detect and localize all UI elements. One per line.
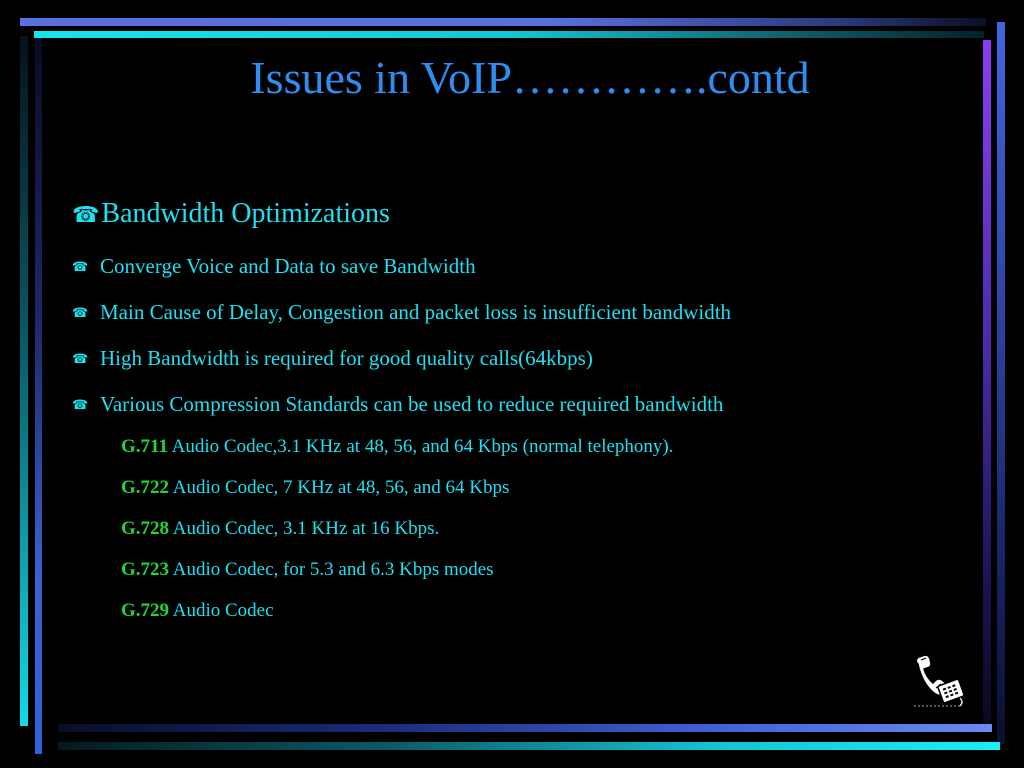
codec-name: G.723 <box>121 559 170 580</box>
codec-item <box>121 514 674 555</box>
codec-description: Audio Codec, 3.1 KHz at 16 Kbps. <box>169 518 440 539</box>
bullet-list <box>72 250 731 434</box>
codec-description: Audio Codec <box>169 600 274 621</box>
telephone-icon: ☎ <box>72 351 89 366</box>
bullet-item <box>72 250 731 296</box>
frame-bar-top-outer <box>20 18 986 26</box>
bullet-text: Converge Voice and Data to save Bandwidth <box>100 254 476 278</box>
codec-name: G.711 <box>121 436 168 457</box>
frame-bar-bottom-outer <box>58 742 1000 750</box>
codec-description: Audio Codec, for 5.3 and 6.3 Kbps modes <box>169 559 494 580</box>
telephone-icon: ☎ <box>72 305 89 320</box>
frame-bar-left-outer <box>20 36 28 726</box>
bullet-text: High Bandwidth is required for good quality calls(64kbps) <box>100 346 593 370</box>
bullet-item <box>72 296 731 342</box>
telephone-icon: ☎ <box>72 202 100 227</box>
codec-list <box>121 432 674 637</box>
telephone-icon: ☎ <box>72 397 89 412</box>
frame-bar-top-inner <box>34 31 984 38</box>
frame-bar-left-inner <box>35 38 42 754</box>
section-heading <box>72 196 390 233</box>
frame-bar-bottom-inner <box>58 724 992 732</box>
codec-item <box>121 473 674 514</box>
frame-bar-right-outer <box>997 22 1005 744</box>
slide-title: Issues in VoIP………….contd <box>250 52 810 103</box>
bullet-text: Various Compression Standards can be used to reduce required bandwidth <box>100 392 724 416</box>
phone-handset-clipart-icon <box>910 652 966 710</box>
codec-item <box>121 432 674 473</box>
bullet-text: Main Cause of Delay, Congestion and packet loss is insufficient bandwidth <box>100 300 732 324</box>
telephone-icon: ☎ <box>72 259 89 274</box>
codec-name: G.722 <box>121 477 170 498</box>
codec-description: Audio Codec,3.1 KHz at 48, 56, and 64 Kbps (normal telephony). <box>167 436 674 457</box>
codec-description: Audio Codec, 7 KHz at 48, 56, and 64 Kbps <box>169 477 510 498</box>
section-heading-text: Bandwidth Optimizations <box>101 198 390 229</box>
codec-item <box>121 596 674 637</box>
bullet-item <box>72 388 731 434</box>
bullet-item <box>72 342 731 388</box>
frame-bar-right-inner <box>983 40 991 724</box>
codec-name: G.729 <box>121 600 170 621</box>
codec-item <box>121 555 674 596</box>
codec-name: G.728 <box>121 518 170 539</box>
